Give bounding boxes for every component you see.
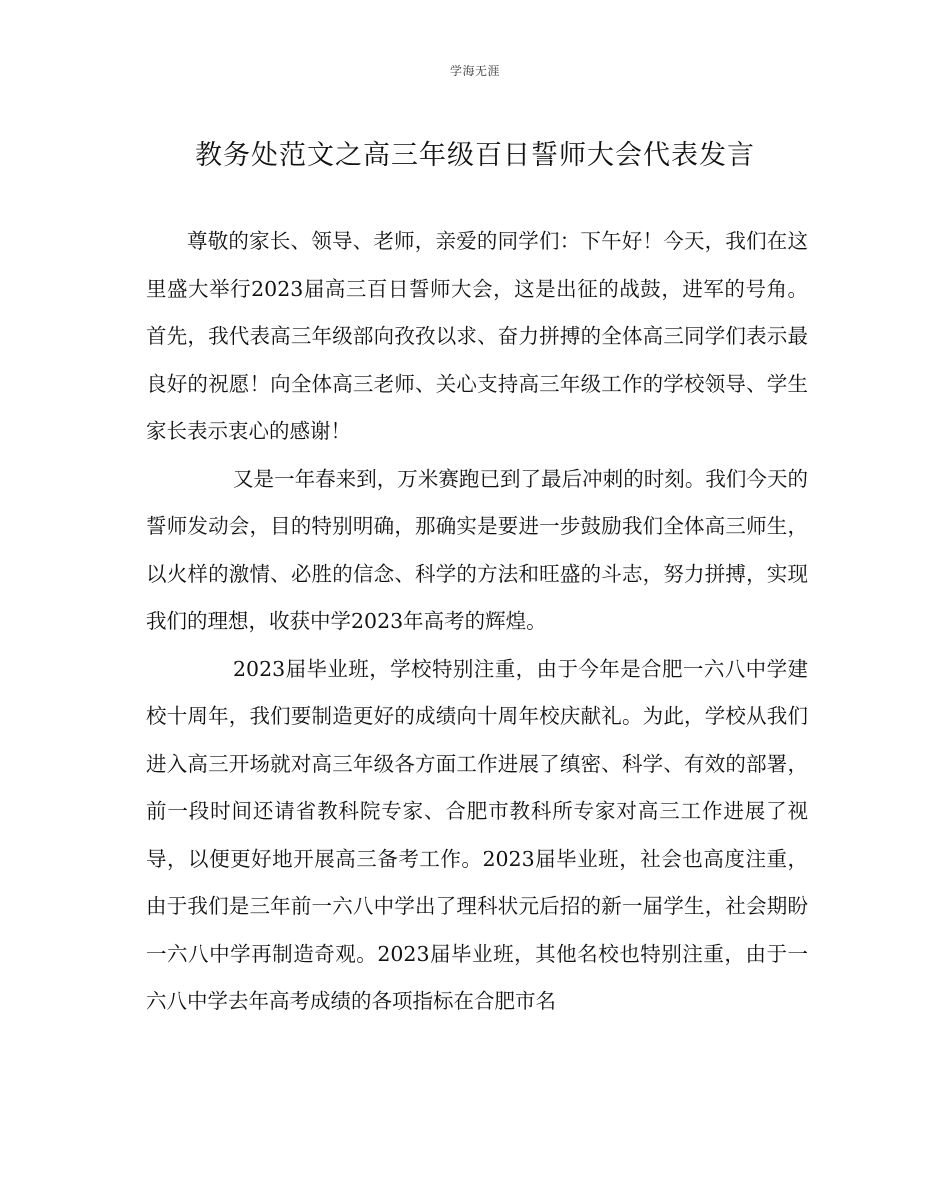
document-title: 教务处范文之高三年级百日誓师大会代表发言 — [195, 140, 755, 171]
paragraph-1: 尊敬的家长、领导、老师，亲爱的同学们：下午好！今天，我们在这里盛大举行2023届高三百日誓师大会，这是出征的战鼓，进军的号角。首先，我代表高三年级部向孜孜以求、奋力拼搏的全体高三同学们表示最良好的祝愿！向全体高三老师、关心支持高三年级工作的学校领导、学生家长表示衷心的感谢！ — [146, 229, 808, 443]
paragraph-2: 又是一年春来到，万米赛跑已到了最后冲刺的时刻。我们今天的誓师发动会，目的特别明确，那确实是要进一步鼓励我们全体高三师生，以火样的激情、必胜的信念、科学的方法和旺盛的斗志，努力拼搏，实现我们的理想，收获中学2023年高考的辉煌。 — [146, 466, 808, 633]
page-header: 学海无涯 — [449, 64, 500, 78]
paragraph-3: 2023届毕业班，学校特别注重，由于今年是合肥一六八中学建校十周年，我们要制造更好的成绩向十周年校庆献礼。为此，学校从我们进入高三开场就对高三年级各方面工作进展了缜密、科学、有效的部署，前一段时间还请省教科院专家、合肥市教科所专家对高三工作进展了视导，以便更好地开展高三备考工作。2023届毕业班，社会也高度注重，由于我们是三年前一六八中学出了理科状元后招的新一届学生，社会期盼一六八中学再制造奇观。2023届毕业班，其他名校也特别注重，由于一六八中学去年高考成绩的各项指标在合肥市名 — [146, 656, 808, 1013]
document-body — [146, 218, 808, 1026]
